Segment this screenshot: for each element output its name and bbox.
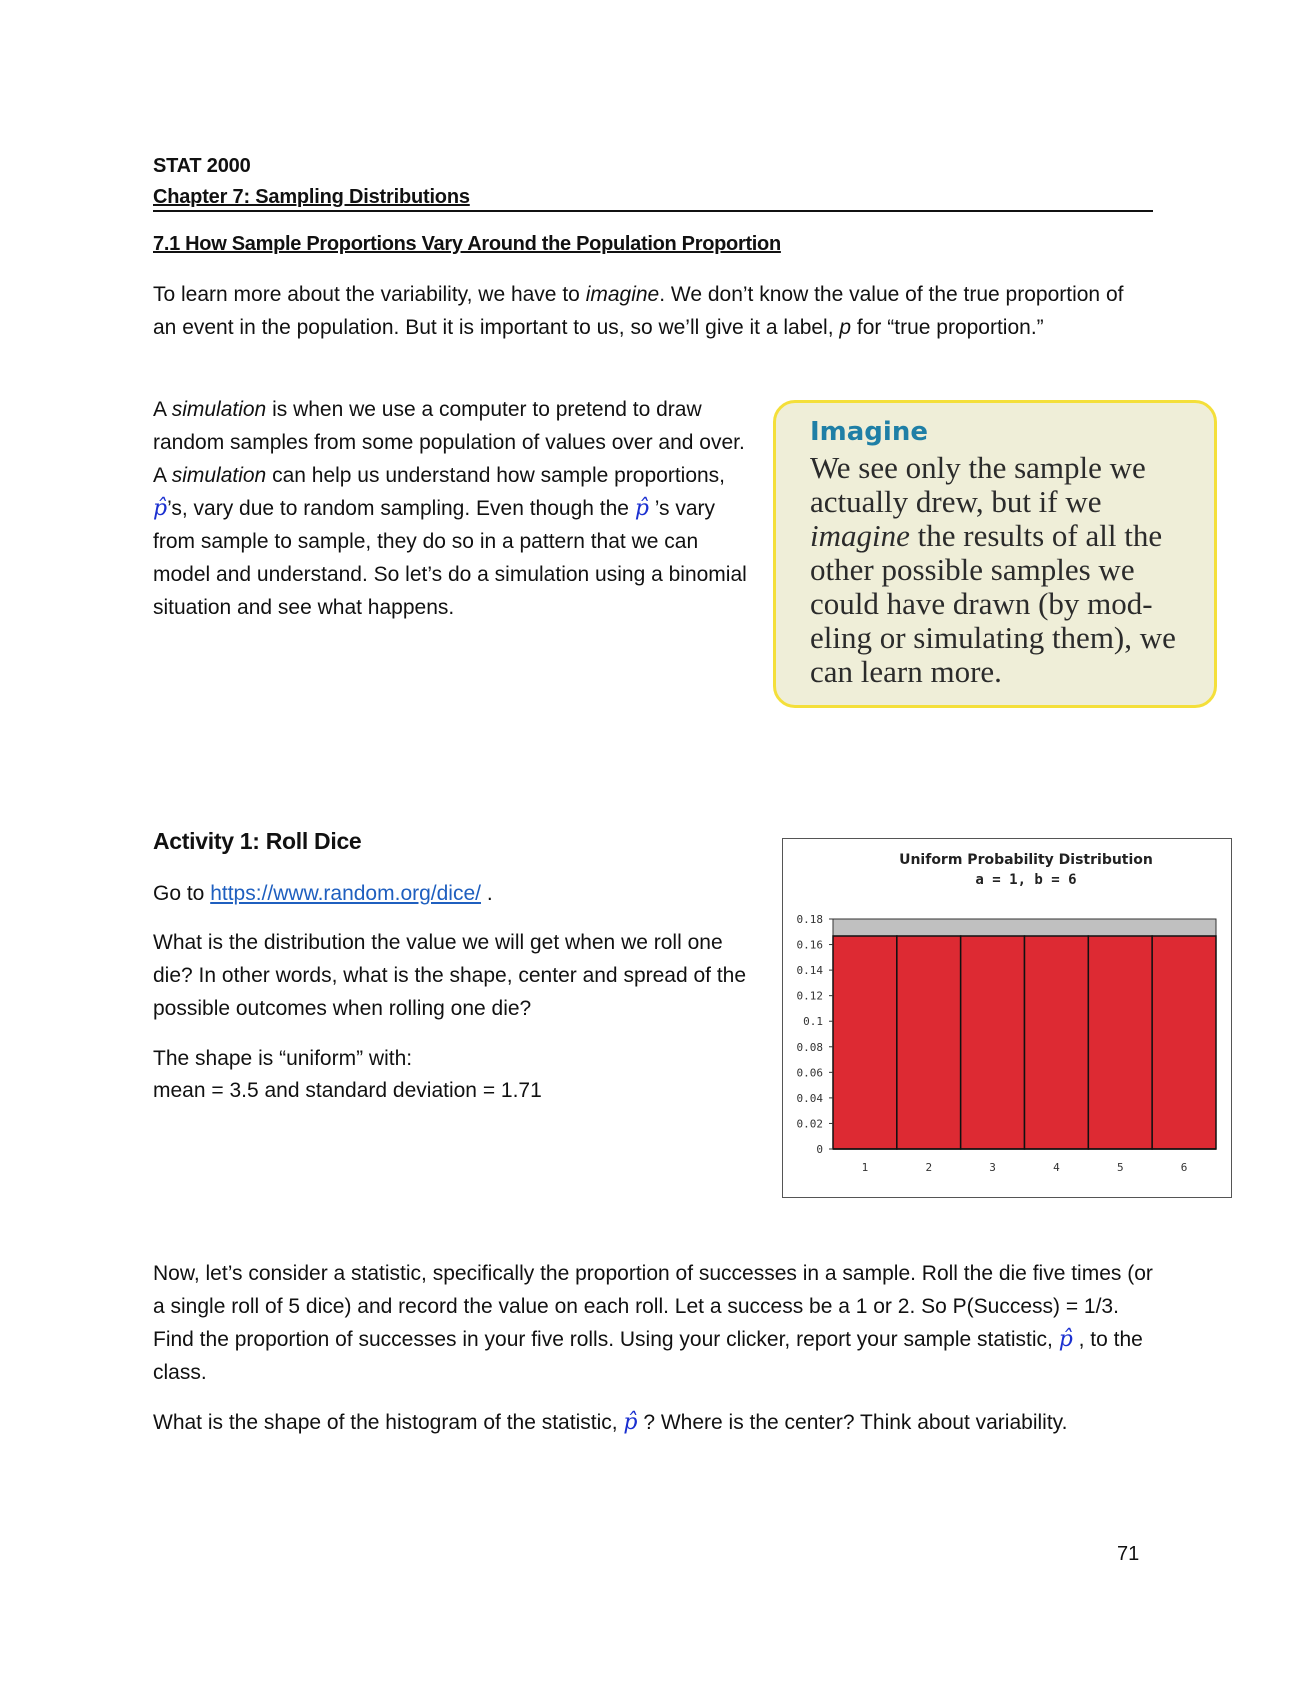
- bar-2: [897, 936, 961, 1149]
- x-tick-label: 6: [1180, 1161, 1188, 1174]
- sim-text-c: can help us understand how sample proportions,: [266, 464, 726, 487]
- intro-text-c: for “true proportion.”: [851, 316, 1044, 339]
- uniform-chart: [782, 838, 1232, 1198]
- p-hat-symbol: p̂: [1058, 1327, 1073, 1352]
- x-tick-label: 2: [925, 1161, 933, 1174]
- section-title: 7.1 How Sample Proportions Vary Around the Population Proportion: [153, 233, 781, 255]
- bar-1: [833, 936, 897, 1149]
- y-tick-label: 0: [816, 1143, 823, 1156]
- intro-p-symbol: p: [839, 316, 852, 339]
- page-number: 71: [1117, 1543, 1140, 1565]
- goto-prefix: Go to: [153, 882, 211, 905]
- x-tick-label: 4: [1053, 1161, 1060, 1174]
- course-code: STAT 2000: [153, 155, 251, 177]
- stats-line: mean = 3.5 and standard deviation = 1.71: [153, 1079, 542, 1102]
- dice-link[interactable]: https://www.random.org/dice/: [210, 882, 481, 905]
- y-tick-label: 0.1: [803, 1015, 823, 1029]
- y-tick-label: 0.08: [796, 1040, 823, 1054]
- bar-6: [1152, 936, 1216, 1149]
- statistic-paragraph: [153, 1257, 1153, 1389]
- bar-4: [1025, 936, 1089, 1149]
- activity-title: Activity 1: Roll Dice: [153, 828, 362, 854]
- goto-suffix: .: [481, 882, 493, 905]
- sim-text-d: ’s, vary due to random sampling. Even though the: [167, 497, 635, 520]
- y-tick-label: 0.12: [796, 989, 823, 1003]
- bar-5: [1088, 936, 1152, 1149]
- goto-line: [153, 877, 493, 910]
- y-tick-label: 0.16: [796, 938, 823, 952]
- statistic-text-a: Now, let’s consider a statistic, specifically the proportion of successes in a sample. Roll the die five times (or a single roll of 5 dice) and record the value on each roll. Let a success be a 1 or 2. So P(Success) = 1/3. Find the proportion of successes in your five rolls. Using your clicker, report your sample statistic,: [153, 1262, 1153, 1351]
- histogram-text-b: ? Where is the center? Think about variability.: [637, 1411, 1068, 1434]
- y-tick-label: 0.18: [796, 913, 823, 926]
- sim-text-e: ’s vary from sample to sample, they do so in a pattern that we can model and understand. So let’s do a simulation using a binomial situation and see what happens.: [153, 497, 747, 619]
- histogram-question: [153, 1406, 1153, 1439]
- chapter-heading: [153, 186, 1153, 212]
- callout-title: Imagine: [810, 417, 928, 447]
- intro-text-b: . We don’t know the value of the true proportion of an event in the population. But it is important to us, so we’ll give it a label,: [153, 283, 1124, 339]
- chart-svg: [783, 839, 1230, 1196]
- callout-text-a: We see only the sample we actually drew, but if we: [810, 450, 1146, 519]
- sim-word-2: simulation: [171, 464, 267, 487]
- intro-paragraph: [153, 278, 1133, 344]
- shape-line: The shape is “uniform” with:: [153, 1047, 413, 1070]
- chart-subtitle: a = 1, b = 6: [975, 872, 1077, 888]
- imagine-callout: [773, 400, 1217, 708]
- callout-text: [810, 451, 1180, 689]
- callout-text-b: the results of all the other possible samples we could have drawn (by mod- eling or simulating them), we can learn more.: [810, 518, 1176, 689]
- shape-answer: [153, 1043, 753, 1107]
- y-tick-label: 0.02: [796, 1117, 823, 1131]
- chart-title: Uniform Probability Distribution: [899, 852, 1153, 868]
- x-tick-label: 5: [1116, 1161, 1124, 1174]
- p-hat-symbol: p̂: [634, 496, 649, 521]
- sim-text-b: is when we use a computer to pretend to draw random samples from some population of values over and over. A: [153, 398, 745, 487]
- distribution-question: What is the distribution the value we will get when we roll one die? In other words, what is the shape, center and spread of the possible outcomes when rolling one die?: [153, 931, 747, 1020]
- chapter-title: Chapter 7: Sampling Distributions: [153, 186, 470, 208]
- sim-word-1: simulation: [171, 398, 267, 421]
- plot-area: [797, 913, 1217, 1174]
- x-tick-label: 3: [989, 1161, 996, 1174]
- x-tick-label: 1: [861, 1161, 869, 1174]
- bar-3: [961, 936, 1025, 1149]
- y-tick-label: 0.06: [796, 1066, 823, 1080]
- y-tick-label: 0.14: [796, 964, 823, 978]
- p-hat-symbol: p̂: [153, 496, 168, 521]
- histogram-text-a: What is the shape of the histogram of the statistic,: [153, 1411, 624, 1434]
- statistic-text-b: , to the class.: [153, 1328, 1143, 1384]
- intro-text-a: To learn more about the variability, we have to: [153, 283, 586, 306]
- y-tick-label: 0.04: [796, 1091, 823, 1105]
- p-hat-symbol: p̂: [623, 1410, 638, 1435]
- intro-imagine: imagine: [585, 283, 660, 306]
- callout-imagine: imagine: [810, 518, 910, 553]
- simulation-paragraph: [153, 393, 753, 624]
- sim-text-a: A: [153, 398, 172, 421]
